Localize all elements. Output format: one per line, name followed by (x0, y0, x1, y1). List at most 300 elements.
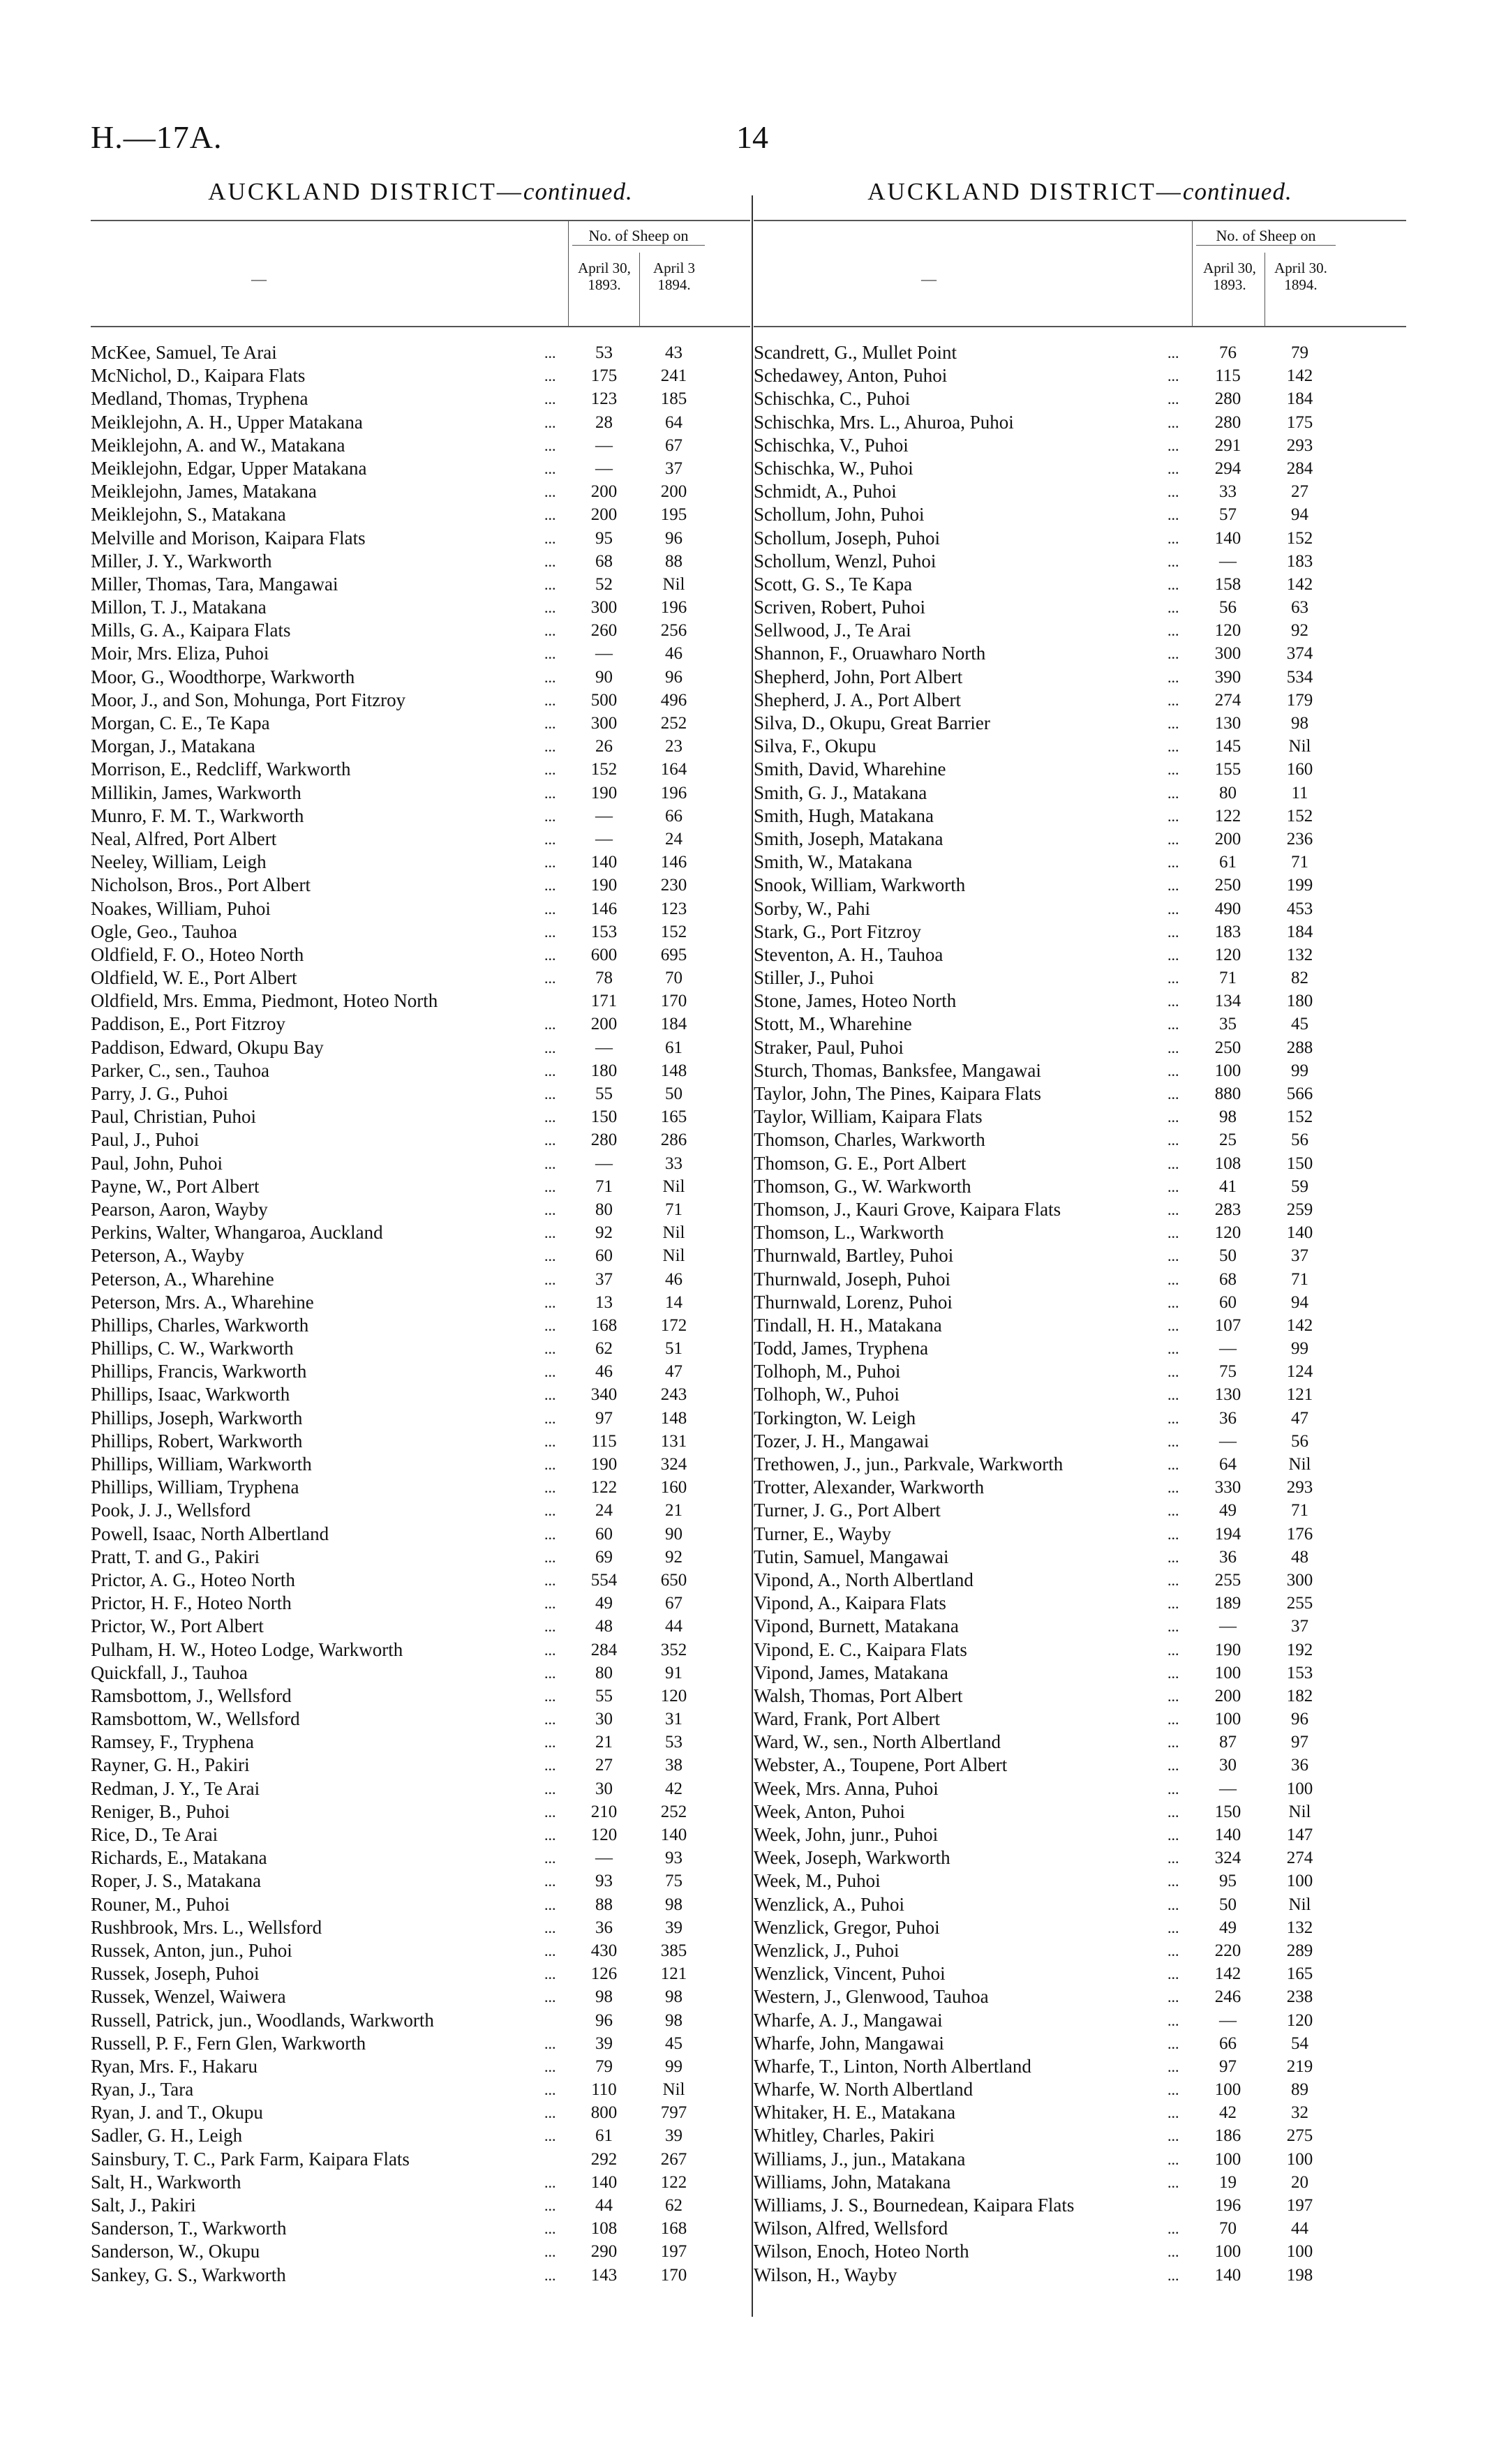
owner-name: Walsh, Thomas, Port Albert (754, 1685, 963, 1706)
sheep-1894: Nil (1288, 1802, 1311, 1821)
leader-dots: ... (1168, 2243, 1179, 2261)
table-row (754, 1499, 1406, 1522)
leader-dots: ... (1168, 876, 1179, 895)
table-row (754, 642, 1406, 665)
sheep-1893: 150 (1214, 1802, 1241, 1821)
sheep-1893: — (595, 829, 613, 849)
sheep-1894: 54 (1291, 2033, 1308, 2053)
sheep-1894: 797 (660, 2103, 687, 2123)
table-row (91, 1360, 750, 1383)
sheep-1894: 122 (660, 2172, 687, 2192)
table-body (754, 341, 1406, 2287)
table-row (754, 712, 1406, 735)
owner-name: Miller, J. Y., Warkworth (91, 550, 272, 572)
table-row (91, 1430, 750, 1453)
sheep-1893: 80 (1219, 783, 1237, 802)
table-row (754, 457, 1406, 480)
leader-dots: ... (544, 830, 556, 848)
table-row (91, 1615, 750, 1638)
sheep-1893: 292 (590, 2149, 618, 2169)
leader-dots: ... (544, 853, 556, 872)
sheep-1893: 123 (590, 389, 618, 409)
leader-dots: ... (1168, 1479, 1179, 1497)
sheep-1893: 19 (1219, 2172, 1237, 2192)
table-row (754, 1013, 1406, 1036)
sheep-1894: 566 (1286, 1084, 1313, 1103)
sheep-1893: 190 (1214, 1640, 1241, 1659)
sheep-1893: 61 (1219, 853, 1237, 872)
owner-name: Phillips, C. W., Warkworth (91, 1338, 294, 1359)
sheep-1893: 49 (1219, 1501, 1237, 1521)
owner-name: Morrison, E., Redcliff, Warkworth (91, 759, 351, 780)
sheep-1894: 152 (660, 922, 687, 941)
table-row (754, 1291, 1406, 1314)
table-row (754, 2078, 1406, 2101)
leader-dots: ... (1168, 1409, 1179, 1427)
sheep-1894: 175 (1286, 412, 1313, 432)
sheep-1894: 197 (660, 2242, 687, 2262)
sheep-1893: — (1219, 551, 1237, 571)
leader-dots: ... (544, 1571, 556, 1589)
leader-dots: ... (544, 1456, 556, 1473)
sheep-1894: 37 (665, 458, 682, 478)
sheep-1894: 289 (1286, 1941, 1313, 1960)
table-row (91, 2078, 750, 2101)
owner-name: Paul, Christian, Puhoi (91, 1106, 257, 1128)
table-row (91, 1453, 750, 1476)
owner-name: Vipond, James, Matakana (754, 1662, 948, 1683)
sheep-1893: 100 (1214, 1663, 1241, 1682)
sheep-1893: 190 (590, 1455, 618, 1474)
table-row (91, 1476, 750, 1499)
sheep-1894: 146 (660, 853, 687, 872)
owner-name: Neeley, William, Leigh (91, 851, 267, 873)
owner-name: Morgan, J., Matakana (91, 736, 255, 757)
leader-dots: ... (544, 1710, 556, 1728)
owner-name: Schischka, C., Puhoi (754, 388, 911, 410)
sheep-1894: 71 (665, 1200, 682, 1219)
leader-dots: ... (1168, 1618, 1179, 1636)
sheep-1893: 108 (590, 2219, 618, 2239)
sheep-1893: 100 (1214, 2242, 1241, 2262)
table-row (754, 1615, 1406, 1638)
sheep-1894: 36 (1291, 1756, 1308, 1775)
col-1893-header: April 30, 1893. (578, 260, 631, 293)
sheep-1894: 24 (665, 829, 682, 849)
sheep-1893: 93 (595, 1872, 613, 1891)
leader-dots: ... (1168, 715, 1179, 732)
sheep-1893: 95 (595, 528, 613, 548)
leader-dots: ... (1168, 599, 1179, 617)
table-row (91, 1221, 750, 1244)
sheep-1894: 121 (1286, 1385, 1313, 1405)
sheep-1893: 50 (1219, 1895, 1237, 1914)
sheep-1893: 171 (590, 992, 618, 1011)
sheep-1893: 300 (590, 714, 618, 733)
sheep-1893: — (595, 644, 613, 664)
sheep-1894: 21 (665, 1501, 682, 1521)
leader-dots: ... (544, 1502, 556, 1520)
leader-dots: ... (544, 1664, 556, 1682)
table-row (91, 1152, 750, 1175)
owner-name: Whitley, Charles, Pakiri (754, 2125, 935, 2146)
sheep-1893: 50 (1219, 1246, 1237, 1266)
owner-name: Silva, F., Okupu (754, 736, 876, 757)
sheep-1893: 68 (595, 551, 613, 571)
sheep-1894: 132 (1286, 1918, 1313, 1937)
sheep-1894: 352 (660, 1640, 687, 1659)
table-row (91, 2148, 750, 2171)
owner-name: Moor, J., and Son, Mohunga, Port Fitzroy (91, 689, 406, 710)
owner-name: Pratt, T. and G., Pakiri (91, 1546, 260, 1567)
table-row (754, 1407, 1406, 1430)
sheep-1894: 300 (1286, 1570, 1313, 1590)
owner-name: Week, M., Puhoi (754, 1870, 881, 1892)
sheep-1893: 71 (1219, 969, 1237, 988)
owner-name: Shannon, F., Oruawharo North (754, 643, 986, 664)
sheep-1894: 70 (665, 969, 682, 988)
page-reference: H.—17A. (91, 119, 223, 155)
sheep-1894: 47 (1291, 1408, 1308, 1428)
table-row (754, 1846, 1406, 1869)
sheep-1893: 300 (1214, 644, 1241, 664)
table-row (91, 1059, 750, 1082)
owner-name: Shepherd, John, Port Albert (754, 666, 963, 687)
owner-name: Sainsbury, T. C., Park Farm, Kaipara Flats (91, 2148, 410, 2170)
sheep-1894: Nil (662, 1223, 685, 1243)
table-row (754, 2055, 1406, 2078)
owner-name: Phillips, William, Tryphena (91, 1477, 299, 1498)
owner-name: Prictor, A. G., Hoteo North (91, 1569, 295, 1590)
leader-dots: ... (544, 1965, 556, 1983)
owner-name: Wharfe, John, Mangawai (754, 2032, 944, 2054)
table-row (91, 1754, 750, 1777)
table-row (754, 1221, 1406, 1244)
sheep-1893: 324 (1214, 1849, 1241, 1868)
owner-name: Perkins, Walter, Whangaroa, Auckland (91, 1222, 383, 1244)
leader-dots: ... (1168, 1456, 1179, 1473)
right-column (754, 178, 1406, 2287)
owner-name: Rushbrook, Mrs. L., Wellsford (91, 1916, 322, 1938)
owner-name: Wenzlick, A., Puhoi (754, 1893, 905, 1915)
table-row (754, 851, 1406, 874)
leader-dots: ... (1168, 1247, 1179, 1265)
sheep-1894: 56 (1291, 1130, 1308, 1150)
sheep-1893: 600 (590, 945, 618, 964)
sheep-1894: 94 (1291, 1292, 1308, 1312)
table-row (754, 2217, 1406, 2240)
leader-dots: ... (1168, 1664, 1179, 1682)
owner-name: Munro, F. M. T., Warkworth (91, 805, 304, 826)
owner-name: Scott, G. S., Te Kapa (754, 573, 913, 595)
table-row (754, 758, 1406, 781)
sheep-1894: 94 (1291, 505, 1308, 525)
table-row (754, 1128, 1406, 1151)
sheep-1893: 200 (590, 505, 618, 525)
sheep-1894: 197 (1286, 2196, 1313, 2215)
table-row (91, 1499, 750, 1522)
owner-name: Todd, James, Tryphena (754, 1338, 929, 1359)
sheep-1893: 880 (1214, 1084, 1241, 1103)
leader-dots: ... (544, 599, 556, 617)
owner-name: Ryan, J. and T., Okupu (91, 2102, 263, 2123)
leader-dots: ... (544, 2243, 556, 2261)
sheep-1893: 150 (590, 1107, 618, 1127)
sheep-1893: 140 (1214, 2265, 1241, 2285)
owner-name: Thurnwald, Lorenz, Puhoi (754, 1291, 953, 1313)
sheep-1894: Nil (1288, 737, 1311, 756)
leader-dots: ... (544, 1802, 556, 1821)
leader-dots: ... (1168, 2150, 1179, 2168)
sheep-1893: 28 (595, 412, 613, 432)
owner-name: Wharfe, W. North Albertland (754, 2079, 973, 2100)
leader-dots: ... (544, 506, 556, 524)
table-row (91, 851, 750, 874)
owner-name: Paddison, E., Port Fitzroy (91, 1013, 286, 1035)
leader-dots: ... (1168, 923, 1179, 941)
table-row (91, 364, 750, 387)
leader-dots: ... (544, 807, 556, 825)
leader-dots: ... (1168, 1154, 1179, 1172)
sheep-1893: 158 (1214, 574, 1241, 594)
sheep-1893: — (1219, 2010, 1237, 2030)
sheep-1893: 87 (1219, 1733, 1237, 1752)
owner-name: Stiller, J., Puhoi (754, 967, 874, 989)
sheep-1894: 47 (665, 1362, 682, 1382)
leader-dots: ... (544, 1687, 556, 1705)
table-row (91, 1823, 750, 1846)
sheep-1893: 183 (1214, 922, 1241, 941)
leader-dots: ... (1168, 1595, 1179, 1613)
sheep-1893: 71 (595, 1177, 613, 1196)
table-row (91, 596, 750, 619)
leader-dots: ... (1168, 2057, 1179, 2075)
sheep-1894: 184 (1286, 389, 1313, 409)
leader-dots: ... (544, 1872, 556, 1890)
table-row (754, 434, 1406, 457)
owner-name: Millikin, James, Warkworth (91, 782, 301, 803)
leader-dots: ... (1168, 1548, 1179, 1566)
sheep-1893: 283 (1214, 1200, 1241, 1219)
leader-dots: ... (544, 784, 556, 802)
sheep-1893: 200 (590, 482, 618, 502)
owner-name: Phillips, Francis, Warkworth (91, 1361, 307, 1382)
owner-name: Smith, Joseph, Matakana (754, 828, 943, 849)
owner-name: Peterson, A., Wharehine (91, 1268, 274, 1290)
table-row (91, 1685, 750, 1708)
leader-dots: ... (1168, 899, 1179, 918)
sheep-1893: 280 (1214, 412, 1241, 432)
owner-name: Steventon, A. H., Tauhoa (754, 943, 943, 965)
table-row (754, 943, 1406, 966)
table-row (754, 1592, 1406, 1615)
sheep-1894: 59 (1291, 1177, 1308, 1196)
leader-dots: ... (1168, 761, 1179, 779)
owner-name: Paul, John, Puhoi (91, 1152, 223, 1174)
owner-name: Meiklejohn, A. H., Upper Matakana (91, 411, 363, 433)
sheep-1893: 98 (1219, 1107, 1237, 1127)
sheep-1893: 36 (1219, 1547, 1237, 1567)
sheep-1893: 190 (590, 783, 618, 802)
sheep-1893: 41 (1219, 1177, 1237, 1196)
sheep-1894: 183 (1286, 551, 1313, 571)
sheep-1894: 293 (1286, 435, 1313, 455)
sheep-1893: 25 (1219, 1130, 1237, 1150)
sheep-1894: 98 (665, 1895, 682, 1914)
table-row (91, 2032, 750, 2055)
owner-name: Tolhoph, W., Puhoi (754, 1384, 900, 1405)
sheep-1893: 36 (595, 1918, 613, 1937)
sheep-1893: 200 (590, 1015, 618, 1034)
leader-dots: ... (1168, 1826, 1179, 1844)
leader-dots: ... (544, 1779, 556, 1798)
table-row (754, 2171, 1406, 2194)
owner-name: Ogle, Geo., Tauhoa (91, 920, 237, 942)
sheep-1894: 75 (665, 1872, 682, 1891)
sheep-1894: 152 (1286, 806, 1313, 826)
district-title (754, 178, 1406, 220)
leader-dots: ... (544, 1154, 556, 1172)
sheep-1894: 152 (1286, 528, 1313, 548)
sheep-1893: 152 (590, 760, 618, 779)
sheep-1894: 238 (1286, 1987, 1313, 2007)
table-row (91, 990, 750, 1013)
owner-name: Stark, G., Port Fitzroy (754, 920, 921, 942)
sheep-1894: 293 (1286, 1478, 1313, 1498)
sheep-1894: 44 (665, 1617, 682, 1636)
leader-dots: ... (1168, 853, 1179, 872)
sheep-1894: 38 (665, 1756, 682, 1775)
sheep-1894: 132 (1286, 945, 1313, 964)
owner-name: Sankey, G. S., Warkworth (91, 2264, 286, 2285)
sheep-1893: 48 (595, 1617, 613, 1636)
table-row (754, 1962, 1406, 1985)
table-row (754, 2124, 1406, 2147)
table-row (754, 1916, 1406, 1939)
leader-dots: ... (1168, 946, 1179, 964)
leader-dots: ... (544, 1108, 556, 1126)
table-row (754, 619, 1406, 642)
leader-dots: ... (1168, 529, 1179, 547)
leader-dots: ... (1168, 1386, 1179, 1404)
sheep-1894: 120 (1286, 2010, 1313, 2030)
sheep-1893: 55 (595, 1084, 613, 1103)
table-row (754, 828, 1406, 851)
table-row (754, 1337, 1406, 1360)
table-row (91, 1569, 750, 1592)
table-row (754, 341, 1406, 364)
sheep-1894: 71 (1291, 1269, 1308, 1289)
leader-dots: ... (1168, 1432, 1179, 1450)
sheep-1894: 123 (660, 899, 687, 918)
owner-name: Wharfe, A. J., Mangawai (754, 2009, 943, 2031)
table-row (91, 1731, 750, 1754)
sheep-1893: 97 (595, 1408, 613, 1428)
table-row (754, 1036, 1406, 1059)
table-row (754, 1985, 1406, 2008)
owner-name: Turner, E., Wayby (754, 1523, 891, 1544)
sheep-1893: 80 (595, 1200, 613, 1219)
sheep-1894: 11 (1291, 783, 1308, 802)
owner-name: Rouner, M., Puhoi (91, 1893, 230, 1915)
sheep-1893: 26 (595, 737, 613, 756)
sheep-1894: 96 (665, 667, 682, 687)
sheep-1894: 140 (1286, 1223, 1313, 1243)
owner-name: Oldfield, F. O., Hoteo North (91, 943, 304, 965)
leader-dots: ... (1168, 1779, 1179, 1798)
leader-dots: ... (1168, 344, 1179, 361)
sheep-1894: 93 (665, 1849, 682, 1868)
table-row (754, 480, 1406, 503)
sheep-1894: 100 (1286, 1872, 1313, 1891)
leader-dots: ... (544, 1826, 556, 1844)
leader-dots: ... (544, 1895, 556, 1913)
table-row (754, 920, 1406, 943)
sheep-1894: 39 (665, 2126, 682, 2146)
table-row (91, 1939, 750, 1962)
table-row (91, 2009, 750, 2032)
sheep-1894: 99 (665, 2056, 682, 2076)
leader-dots: ... (544, 552, 556, 570)
sheep-1893: 96 (595, 2010, 613, 2030)
leader-dots: ... (544, 2104, 556, 2122)
sheep-1893: 210 (590, 1802, 618, 1821)
sheep-1894: Nil (1288, 1895, 1311, 1914)
owner-name: Week, Mrs. Anna, Puhoi (754, 1777, 939, 1799)
owner-name: Schischka, V., Puhoi (754, 434, 909, 456)
table-row (754, 1314, 1406, 1337)
sheep-1893: 56 (1219, 598, 1237, 618)
sheep-1894: 71 (1291, 853, 1308, 872)
sheep-1894: 165 (1286, 1964, 1313, 1984)
sheep-1894: 164 (660, 760, 687, 779)
sheep-1894: 62 (665, 2196, 682, 2215)
sheep-1893: 280 (1214, 389, 1241, 409)
owner-name: Phillips, Charles, Warkworth (91, 1314, 309, 1336)
owner-name: Miller, Thomas, Tara, Mangawai (91, 573, 338, 595)
sheep-1894: 37 (1291, 1617, 1308, 1636)
sheep-1894: 267 (660, 2149, 687, 2169)
sheep-1893: 120 (1214, 945, 1241, 964)
table-row (91, 943, 750, 966)
sheep-1894: 37 (1291, 1246, 1308, 1266)
leader-dots: ... (544, 436, 556, 454)
leader-dots: ... (1168, 1363, 1179, 1381)
leader-dots: ... (544, 1386, 556, 1404)
table-row (91, 2055, 750, 2078)
leader-dots: ... (544, 946, 556, 964)
leader-dots: ... (1168, 969, 1179, 987)
table-row (91, 434, 750, 457)
leader-dots: ... (1168, 1872, 1179, 1890)
table-row (91, 966, 750, 990)
leader-dots: ... (1168, 2034, 1179, 2052)
table-row (91, 642, 750, 665)
owner-name: Ramsbottom, J., Wellsford (91, 1685, 292, 1706)
sheep-1894: 252 (660, 1802, 687, 1821)
sheep-1894: Nil (662, 1177, 685, 1196)
leader-dots: ... (544, 1641, 556, 1659)
leader-dots: ... (544, 1363, 556, 1381)
leader-dots: ... (1168, 506, 1179, 524)
leader-dots: ... (1168, 2127, 1179, 2145)
sheep-1894: 50 (665, 1084, 682, 1103)
sheep-1894: 259 (1286, 1200, 1313, 1219)
col-1894-header: April 30. 1894. (1274, 260, 1327, 293)
leader-dots: ... (1168, 459, 1179, 477)
owner-name: Schedawey, Anton, Puhoi (754, 365, 948, 387)
table-row (91, 1777, 750, 1800)
